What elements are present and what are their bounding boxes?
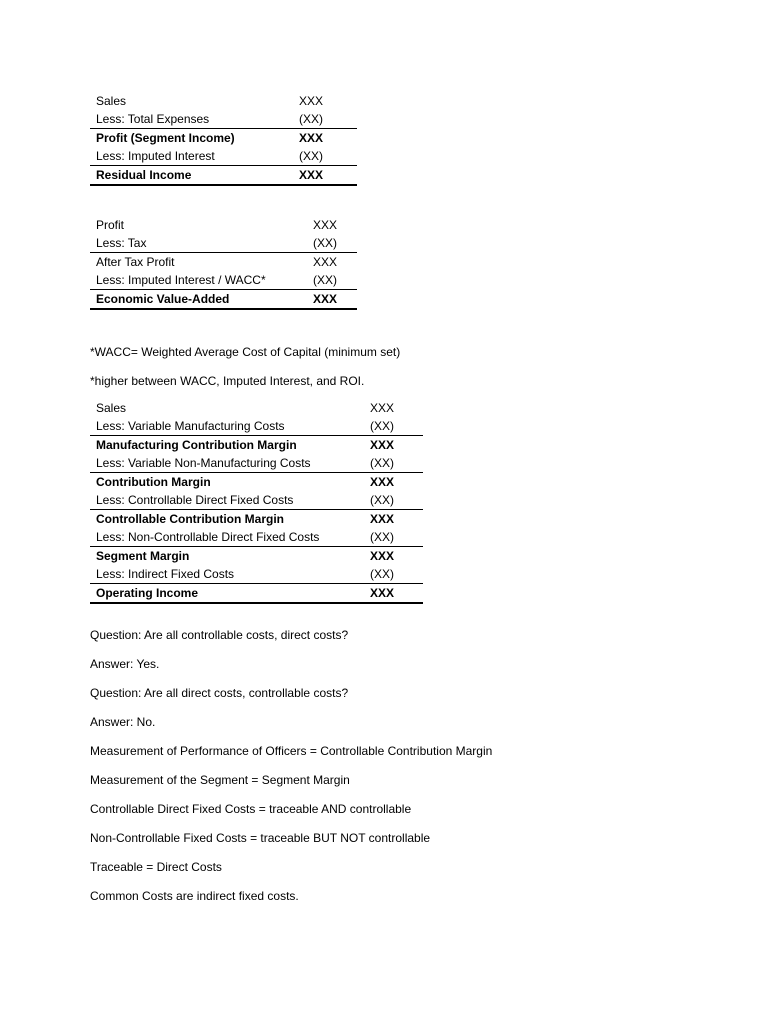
row-label: Controllable Contribution Margin xyxy=(90,510,364,529)
table-row xyxy=(90,491,423,510)
row-label: After Tax Profit xyxy=(90,253,307,272)
higher-note: *higher between WACC, Imputed Interest, and ROI. xyxy=(90,374,365,388)
table-row xyxy=(90,454,423,473)
row-value: XXX xyxy=(364,584,423,604)
row-value: XXX xyxy=(370,401,395,415)
row-label: Profit xyxy=(96,218,125,232)
row-value: (XX) xyxy=(313,273,337,287)
table-row xyxy=(90,92,357,110)
table-row xyxy=(90,216,357,234)
table-row xyxy=(90,547,423,566)
definition-paragraph: Controllable Direct Fixed Costs = traceable AND controllable xyxy=(90,802,412,816)
definition-paragraph: Measurement of the Segment = Segment Margin xyxy=(90,773,350,787)
row-value: XXX xyxy=(364,547,423,566)
row-value: XXX xyxy=(293,166,357,186)
row-value: XXX xyxy=(364,436,423,455)
definition-paragraph: Non-Controllable Fixed Costs = traceable BUT NOT controllable xyxy=(90,831,431,845)
row-value: XXX xyxy=(293,129,357,148)
row-value: XXX xyxy=(364,473,423,492)
definition-paragraph: Traceable = Direct Costs xyxy=(90,860,222,874)
answer-paragraph: Answer: Yes. xyxy=(90,657,160,671)
wacc-note: *WACC= Weighted Average Cost of Capital (minimum set) xyxy=(90,345,401,359)
row-value: (XX) xyxy=(370,530,394,544)
row-label: Manufacturing Contribution Margin xyxy=(90,436,364,455)
question-paragraph: Question: Are all controllable costs, direct costs? xyxy=(90,628,349,642)
table-row-total xyxy=(90,290,357,310)
row-label: Less: Indirect Fixed Costs xyxy=(96,567,235,581)
row-value: XXX xyxy=(313,218,338,232)
row-label: Less: Controllable Direct Fixed Costs xyxy=(96,493,294,507)
row-label: Residual Income xyxy=(90,166,293,186)
row-label: Operating Income xyxy=(90,584,364,604)
row-value: XXX xyxy=(364,510,423,529)
table-row xyxy=(90,417,423,436)
row-label: Less: Non-Controllable Direct Fixed Costs xyxy=(96,530,320,544)
table-row-total xyxy=(90,166,357,186)
answer-paragraph: Answer: No. xyxy=(90,715,156,729)
row-label: Less: Variable Manufacturing Costs xyxy=(96,419,285,433)
row-label: Contribution Margin xyxy=(90,473,364,492)
row-label: Segment Margin xyxy=(90,547,364,566)
table-row xyxy=(90,565,423,584)
row-label: Less: Total Expenses xyxy=(96,112,210,126)
eva-table xyxy=(90,216,357,310)
table-row xyxy=(90,110,357,129)
table-row xyxy=(90,473,423,492)
segment-income-table xyxy=(90,399,423,604)
row-value: (XX) xyxy=(299,149,323,163)
table-row xyxy=(90,147,357,166)
row-value: (XX) xyxy=(299,112,323,126)
definition-paragraph: Common Costs are indirect fixed costs. xyxy=(90,889,299,903)
row-label: Less: Tax xyxy=(96,236,147,250)
table-row xyxy=(90,399,423,417)
row-value: XXX xyxy=(307,290,357,310)
row-value: (XX) xyxy=(370,419,394,433)
table-row xyxy=(90,271,357,290)
table-row xyxy=(90,436,423,455)
row-label: Less: Variable Non-Manufacturing Costs xyxy=(96,456,311,470)
row-label: Sales xyxy=(96,94,127,108)
row-value: (XX) xyxy=(370,493,394,507)
row-value: XXX xyxy=(299,94,324,108)
row-value: (XX) xyxy=(370,456,394,470)
table-row-total xyxy=(90,584,423,604)
row-label: Less: Imputed Interest xyxy=(96,149,215,163)
table-row xyxy=(90,129,357,148)
row-value: XXX xyxy=(307,253,357,272)
table-row xyxy=(90,510,423,529)
table-row xyxy=(90,253,357,272)
residual-income-table xyxy=(90,92,357,186)
row-value: (XX) xyxy=(313,236,337,250)
definition-paragraph: Measurement of Performance of Officers = Controllable Contribution Margin xyxy=(90,744,493,758)
row-label: Less: Imputed Interest / WACC* xyxy=(96,273,266,287)
row-value: (XX) xyxy=(370,567,394,581)
row-label: Sales xyxy=(96,401,127,415)
row-label: Economic Value-Added xyxy=(90,290,307,310)
table-row xyxy=(90,234,357,253)
question-paragraph: Question: Are all direct costs, controllable costs? xyxy=(90,686,349,700)
table-row xyxy=(90,528,423,547)
row-label: Profit (Segment Income) xyxy=(90,129,293,148)
